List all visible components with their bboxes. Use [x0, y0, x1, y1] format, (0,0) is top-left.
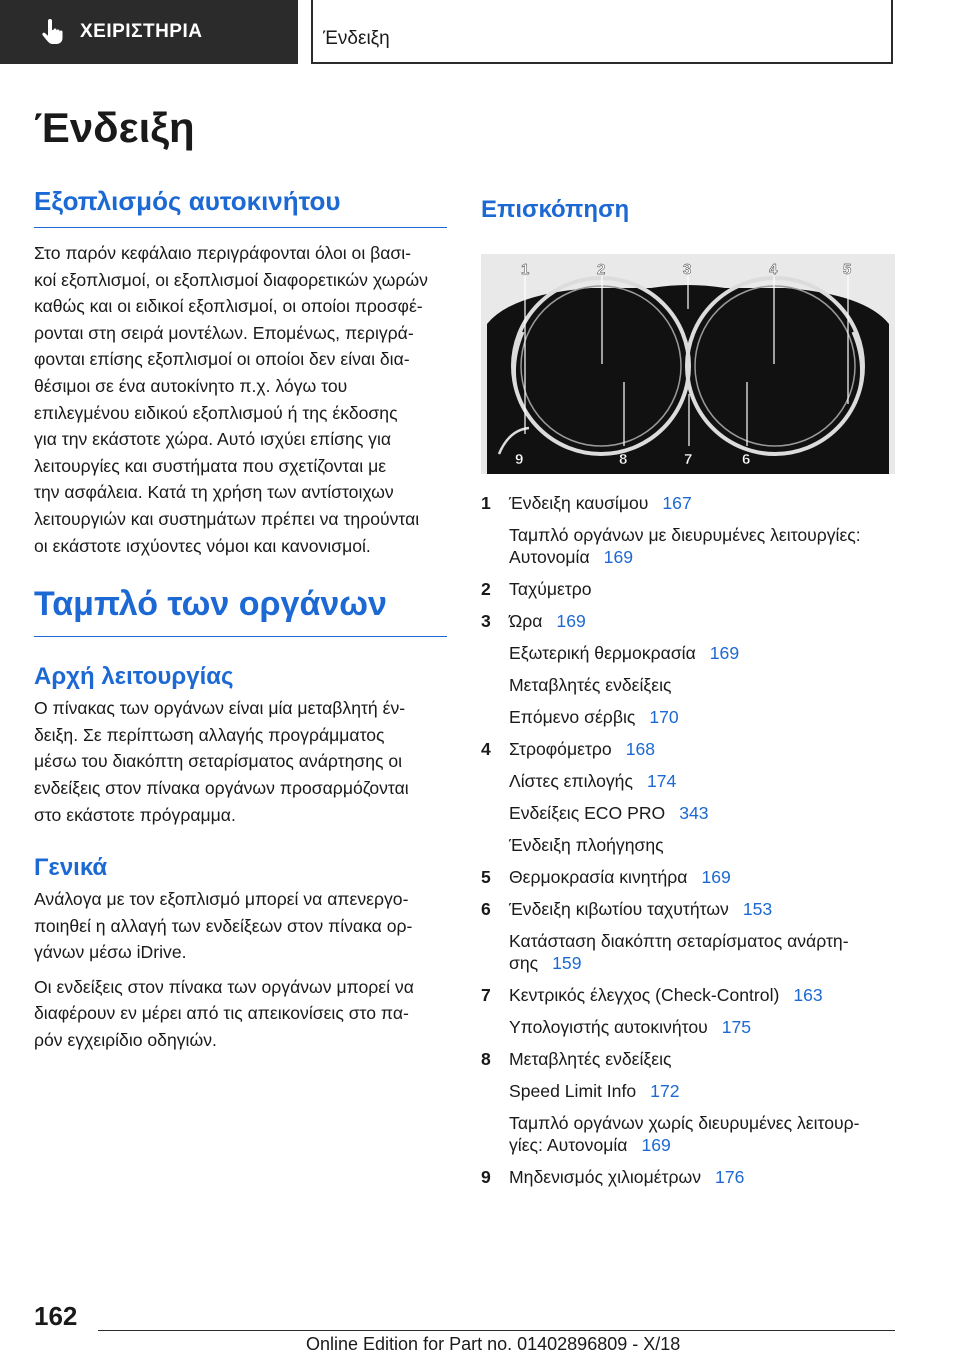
- page-reference-link[interactable]: 168: [625, 739, 656, 759]
- list-item: Ταμπλό οργάνων με διευρυμένες λειτουργίες: Αυτονομία 169: [509, 525, 861, 567]
- overview-list: [481, 492, 896, 1188]
- page-reference-link[interactable]: 159: [552, 953, 582, 973]
- page-reference-link[interactable]: 174: [646, 771, 677, 791]
- paragraph-principle: Ο πίνακας των οργάνων είναι μία μεταβλητή έν- δειξη. Σε περίπτωση αλλαγής προγράμματος μέσω του διακόπτη σεταρίσματος ανάρτησης οι ενδείξεις στον πίνακα οργάνων προσαρμόζονται στο εκάστοτε πρόγραμμα.: [34, 698, 409, 825]
- page-reference-link[interactable]: 169: [556, 611, 586, 631]
- page-reference-link[interactable]: 163: [793, 985, 823, 1005]
- list-item: Μεταβλητές ενδείξεις: [509, 675, 672, 695]
- page-reference-link[interactable]: 169: [641, 1135, 671, 1155]
- figure-label-7: 7: [684, 451, 693, 468]
- figure-label-2: 2: [597, 261, 606, 278]
- heading-instrument-cluster: Ταμπλό των οργάνων: [34, 585, 447, 637]
- page-reference-link[interactable]: 172: [650, 1081, 680, 1101]
- list-item: 8 Μεταβλητές ενδείξεις: [481, 1049, 672, 1069]
- footer-divider: [98, 1330, 895, 1331]
- figure-label-6: 6: [742, 451, 751, 468]
- figure-label-8: 8: [619, 451, 628, 468]
- hand-pointer-icon: [40, 19, 64, 45]
- page-reference-link[interactable]: 153: [742, 899, 773, 919]
- list-item: Επόμενο σέρβις 170: [509, 707, 679, 727]
- list-item: Speed Limit Info 172: [509, 1081, 680, 1101]
- figure-label-1: 1: [521, 261, 530, 278]
- figure-label-5: 5: [843, 261, 852, 278]
- list-item: 5 Θερμοκρασία κινητήρα 169: [481, 867, 731, 887]
- figure-label-4: 4: [769, 261, 778, 278]
- edition-info: Online Edition for Part no. 01402896809 - X/18: [306, 1334, 681, 1354]
- list-item: Κατάσταση διακόπτη σεταρίσματος ανάρτη- σης 159: [509, 931, 849, 973]
- paragraph-general-2: Οι ενδείξεις στον πίνακα των οργάνων μπορεί να διαφέρουν εν μέρει από τις απεικονίσεις στο πα- ρόν εγχειρίδιο οδηγιών.: [34, 976, 414, 1051]
- heading-general: Γενικά: [34, 854, 108, 882]
- list-item: 1 Ένδειξη καυσίμου 167: [481, 493, 692, 513]
- page-title: Ένδειξη: [34, 104, 195, 151]
- heading-overview: Επισκόπηση: [481, 196, 630, 223]
- header-section-tab[interactable]: [0, 0, 298, 64]
- heading-principle: Αρχή λειτουργίας: [34, 663, 234, 691]
- instrument-cluster-figure: [481, 254, 895, 474]
- left-column: [34, 186, 447, 1054]
- heading-equipment: Εξοπλισμός αυτοκινήτου: [34, 186, 447, 228]
- list-item: 3 Ώρα 169: [481, 611, 586, 631]
- list-item: 7 Κεντρικός έλεγχος (Check-Control) 163: [481, 985, 823, 1005]
- list-item: 9 Μηδενισμός χιλιομέτρων 176: [481, 1167, 745, 1187]
- page-reference-link[interactable]: 175: [721, 1017, 752, 1037]
- list-item: Εξωτερική θερμοκρασία 169: [509, 643, 740, 663]
- list-item: 4 Στροφόμετρο 168: [481, 739, 656, 759]
- page-reference-link[interactable]: 170: [649, 707, 679, 727]
- page-reference-link[interactable]: 169: [701, 867, 731, 887]
- page-reference-link[interactable]: 169: [709, 643, 740, 663]
- list-item: 2 Ταχύμετρο: [481, 579, 592, 599]
- page-reference-link[interactable]: 176: [715, 1167, 745, 1187]
- list-item: Ένδειξη πλοήγησης: [509, 835, 664, 855]
- page-reference-link[interactable]: 169: [603, 547, 634, 567]
- list-item: Λίστες επιλογής 174: [509, 771, 677, 791]
- page-reference-link[interactable]: 167: [662, 493, 692, 513]
- list-item: Ενδείξεις ECO PRO 343: [509, 803, 709, 823]
- page-reference-link[interactable]: 343: [679, 803, 709, 823]
- figure-label-3: 3: [683, 261, 692, 278]
- figure-label-9: 9: [515, 451, 524, 468]
- header-section-label: ΧΕΙΡΙΣΤΗΡΙΑ: [80, 21, 203, 42]
- list-item: Υπολογιστής αυτοκινήτου 175: [509, 1017, 752, 1037]
- paragraph-general-1: Ανάλογα με τον εξοπλισμό μπορεί να απενεργο- ποιηθεί η αλλαγή των ενδείξεων στον πίνακα ορ- γάνων μέσω iDrive.: [34, 889, 413, 963]
- page-number: 162: [34, 1301, 78, 1331]
- list-item: 6 Ένδειξη κιβωτίου ταχυτήτων 153: [481, 899, 773, 919]
- paragraph-equipment: Στο παρόν κεφάλαιο περιγράφονται όλοι οι βασι- κοί εξοπλισμοί, οι εξοπλισμοί διαφορετικών χωρών καθώς και οι ειδικοί εξοπλισμοί, οι οποίοι προσφέ- ρονται στη σειρά μοντέλων. Επομένως, περιγρά- φονται επίσης εξοπλισμοί οι οποίοι δεν είναι δια- θέσιμοι σε ένα αυτοκίνητο π.χ. λόγω του επιλεγμένου ειδικού εξοπλισμού ή της έκδοσης για την εκάστοτε χώρα. Αυτό ισχύει επίσης για λειτουργίες και συστήματα που σχετίζονται με την ασφάλεια. Κατά τη χρήση των αντίστοιχων λειτουργιών και συστημάτων πρέπει να τηρούνται οι εκάστοτε ισχύοντες νόμοι και κανονισμοί.: [34, 243, 428, 556]
- list-item: Ταμπλό οργάνων χωρίς διευρυμένες λειτουρ- γίες: Αυτονομία 169: [509, 1113, 860, 1155]
- right-column: [481, 186, 896, 1198]
- header-topic: Ένδειξη: [311, 0, 893, 64]
